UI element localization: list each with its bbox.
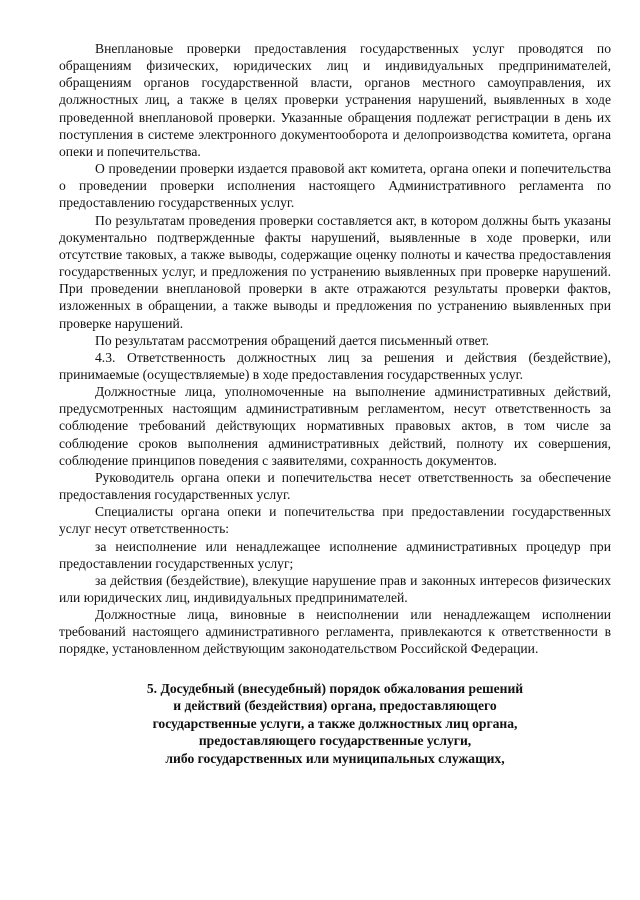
paragraph-unscheduled-inspections: Внеплановые проверки предоставления государственных услуг проводятся по обращениям физических, юридических лиц и индивидуальных предпринимателей, обращениям органов государственной власти, органов местного самоуправления, их должностных лиц, а также в целях проверки устранения нарушений, выявленных в ходе проведенной внеплановой проверки. Указанные обращения подлежат регистрации в день их поступления в системе электронного документооборота и делопроизводства комитета, органа опеки и попечительства.	[59, 41, 611, 159]
section-5-heading	[59, 680, 611, 768]
paragraph-section-4-3: 4.3. Ответственность должностных лиц за решения и действия (бездействие), принимаемые (осуществляемые) в ходе предоставления государственных услуг.	[59, 349, 611, 382]
heading-line: предоставляющего государственные услуги,	[198, 733, 472, 749]
heading-line: 5. Досудебный (внесудебный) порядок обжалования решений	[146, 680, 524, 696]
heading-line: государственные услуги, а также должностных лиц органа,	[152, 715, 518, 731]
paragraph-actions-inaction: за действия (бездействие), влекущие нарушение прав и законных интересов физических или юридических лиц, индивидуальных предпринимателей.	[59, 572, 611, 605]
paragraph-legal-act: О проведении проверки издается правовой акт комитета, органа опеки и попечительства о проведении проверки исполнения настоящего Административного регламента по предоставлению государственных услуг.	[59, 161, 611, 211]
paragraph-head-responsibility: Руководитель органа опеки и попечительства несет ответственность за обеспечение предоставления государственных услуг.	[59, 469, 611, 503]
heading-line: либо государственных или муниципальных служащих,	[165, 751, 505, 766]
paragraph-nonperformance: за неисполнение или ненадлежащее исполнение административных процедур при предоставлении государственных услуг;	[59, 538, 611, 571]
paragraph-inspection-report: По результатам проведения проверки составляется акт, в котором должны быть указаны документально подтвержденные факты нарушений, выявленные в ходе проверки, или отсутствие таковых, а также выводы, содержащие оценку полноты и качества предоставления государственных услуг, и предложения по устранению выявленных при проверке нарушений. При проведении внеплановой проверки в акте отражаются результаты проверки фактов, изложенных в обращении, а также выводы и предложения по устранению выявленных при проверке нарушений.	[59, 212, 611, 331]
paragraph-written-answer: По результатам рассмотрения обращений дается письменный ответ.	[95, 332, 490, 348]
heading-line: и действий (бездействия) органа, предоставляющего	[173, 698, 497, 714]
paragraph-guilty-officials: Должностные лица, виновные в неисполнении или ненадлежащем исполнении требований настоящего административного регламента, привлекаются к ответственности в порядке, установленном действующим законодательством Российской Федерации.	[59, 607, 611, 657]
paragraph-officials-responsibility: Должностные лица, уполномоченные на выполнение административных действий, предусмотренных настоящим административным регламентом, несут ответственность за соблюдение требований действующих нормативных правовых актов, в том числе за соблюдение сроков выполнения административных действий, полноту их совершения, соблюдение принципов поведения с заявителями, сохранность документов.	[59, 384, 611, 468]
document-page	[59, 40, 611, 768]
paragraph-specialists-responsibility: Специалисты органа опеки и попечительства при предоставлении государственных услуг несут ответственность:	[59, 504, 611, 537]
